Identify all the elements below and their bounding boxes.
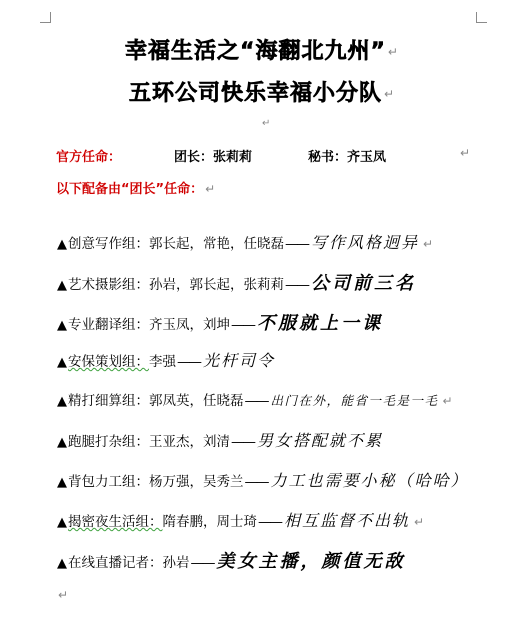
paragraph-mark: ↵ xyxy=(383,87,396,101)
team-group: 艺术摄影组： xyxy=(68,277,149,293)
team-motto: 不服就上一课 xyxy=(257,313,383,334)
paragraph-mark: ↵ xyxy=(414,515,425,529)
team-motto: 光杆司令 xyxy=(203,351,276,370)
bullet-triangle-icon: ▲ xyxy=(57,394,67,409)
team-motto: 相互监督不出轨 xyxy=(284,511,411,530)
document-title-line-2[interactable] xyxy=(0,76,524,107)
team-members: 孙岩，郭长起，张莉莉 xyxy=(149,277,284,293)
secretary-appointment: 秘书：齐玉凤 xyxy=(308,150,387,165)
document-title-line-1[interactable] xyxy=(0,34,524,65)
dash: —— xyxy=(177,354,200,370)
team-members: 隋春鹏，周士琦 xyxy=(162,514,257,530)
paragraph-mark: ↵ xyxy=(442,394,453,408)
dash: —— xyxy=(258,514,281,530)
bullet-triangle-icon: ▲ xyxy=(57,318,67,333)
bullet-triangle-icon: ▲ xyxy=(57,355,67,370)
dash: —— xyxy=(244,393,268,409)
team-group: 在线直播记者： xyxy=(68,555,163,571)
paragraph-mark: ↵ xyxy=(423,237,434,251)
team-group: 揭密夜生活组： xyxy=(68,514,163,530)
team-row[interactable] xyxy=(57,348,275,371)
title-line-1-text: 幸福生活之“海翻北九州” xyxy=(125,39,386,64)
team-motto: 公司前三名 xyxy=(311,273,416,294)
team-motto: 男女搭配就不累 xyxy=(257,431,384,450)
officials-label: 官方任命： xyxy=(56,150,122,165)
team-members: 杨万强，吴秀兰 xyxy=(149,474,244,490)
team-row[interactable] xyxy=(57,230,433,253)
dash: —— xyxy=(285,236,308,252)
team-members: 李强 xyxy=(149,354,176,370)
bullet-triangle-icon: ▲ xyxy=(57,515,67,530)
bullet-triangle-icon: ▲ xyxy=(57,278,67,293)
dash: —— xyxy=(285,277,308,293)
team-row[interactable] xyxy=(57,468,469,491)
team-row[interactable] xyxy=(57,309,383,335)
team-group: 跑腿打杂组： xyxy=(68,434,149,450)
team-motto: 美女主播，颜值无敌 xyxy=(216,551,406,572)
bullet-triangle-icon: ▲ xyxy=(57,556,67,571)
leader-appointment: 团长：张莉莉 xyxy=(174,150,253,165)
team-motto: 出门在外，能省一毛是一毛 xyxy=(270,393,439,408)
team-group: 创意写作组： xyxy=(68,236,149,252)
paragraph-mark: ↵ xyxy=(387,45,399,59)
subtitle-line[interactable] xyxy=(56,178,215,197)
dash: —— xyxy=(244,474,268,490)
team-row[interactable] xyxy=(57,547,406,573)
dash: —— xyxy=(231,317,254,333)
team-group: 背包力工组： xyxy=(68,474,149,490)
team-row[interactable] xyxy=(57,508,424,531)
team-motto: 写作风格迥异 xyxy=(311,233,420,252)
paragraph-mark: ↵ xyxy=(205,182,216,196)
team-motto: 力工也需要小秘（哈哈） xyxy=(270,471,469,490)
team-row[interactable] xyxy=(57,428,383,451)
subtitle-text: 以下配备由“团长”任命： xyxy=(56,182,204,197)
paragraph-mark: ↵ xyxy=(460,146,471,160)
title-line-2-text: 五环公司快乐幸福小分队 xyxy=(128,81,382,106)
bullet-triangle-icon: ▲ xyxy=(57,435,67,450)
team-row[interactable] xyxy=(57,389,453,409)
paragraph-mark: ↵ xyxy=(262,118,271,129)
team-group: 专业翻译组： xyxy=(68,317,149,333)
team-members: 王亚杰，刘清 xyxy=(149,434,230,450)
team-group: 安保策划组： xyxy=(68,354,149,370)
bullet-triangle-icon: ▲ xyxy=(57,475,67,490)
team-members: 齐玉凤，刘坤 xyxy=(149,317,230,333)
team-members: 孙岩 xyxy=(162,555,190,571)
paragraph-mark: ↵ xyxy=(58,588,69,602)
team-row[interactable] xyxy=(57,269,416,295)
dash: —— xyxy=(231,434,254,450)
bullet-triangle-icon: ▲ xyxy=(57,237,67,252)
team-members: 郭长起，常艳，任晓磊 xyxy=(149,236,284,252)
team-members: 郭凤英，任晓磊 xyxy=(149,393,244,409)
margin-corner-top-left xyxy=(40,12,51,23)
margin-corner-top-right xyxy=(476,12,487,23)
team-group: 精打细算组： xyxy=(68,393,149,409)
dash: —— xyxy=(190,555,214,571)
